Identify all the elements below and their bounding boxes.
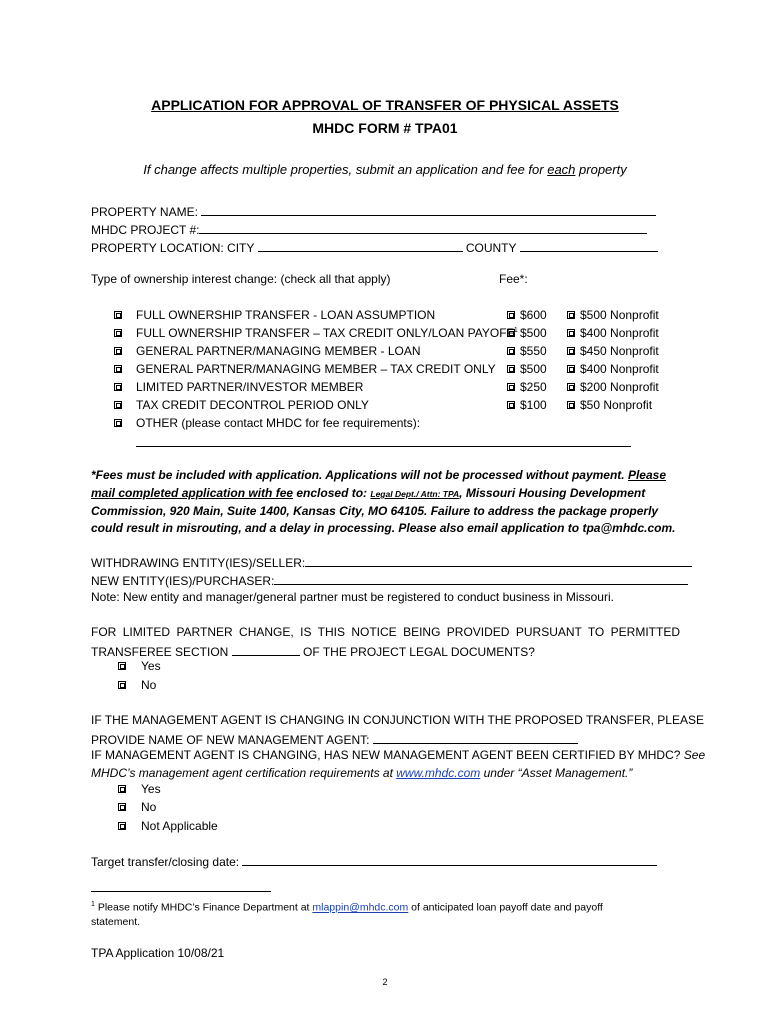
mgmt-asset-management-text: under “Asset Management.”	[480, 766, 633, 780]
mgmt-question-line1: IF THE MANAGEMENT AGENT IS CHANGING IN CONJUNCTION WITH THE PROPOSED TRANSFER, PLEASE	[91, 713, 704, 727]
checkbox-fee-200-nonprofit[interactable]	[567, 383, 575, 391]
lp-no-checkbox[interactable]	[118, 681, 126, 689]
fees-notice-line1	[91, 468, 666, 482]
fee-200-nonprofit: $200 Nonprofit	[580, 380, 659, 394]
multiple-properties-instruction	[0, 162, 770, 177]
option-label-other: OTHER (please contact MHDC for fee requirements):	[136, 416, 421, 430]
property-city-label: PROPERTY LOCATION: CITY	[91, 241, 255, 255]
purchaser-field[interactable]	[274, 572, 688, 585]
checkbox-fee-600[interactable]	[507, 311, 515, 319]
fees-notice-line4: could result in misrouting, and a delay in processing. Please also email application to tpa@mhdc.com.	[91, 521, 676, 535]
option-label-gp-loan: GENERAL PARTNER/MANAGING MEMBER - LOAN	[136, 344, 421, 358]
seller-label: WITHDRAWING ENTITY(IES)/SELLER:	[91, 556, 306, 570]
entity-note: Note: New entity and manager/general partner must be registered to conduct business in Missouri.	[91, 590, 614, 604]
fees-notice-please: Please	[627, 468, 667, 482]
fees-notice-legal-dept: Legal Dept./ Attn: TPA	[370, 489, 460, 499]
checkbox-fee-500-gp[interactable]	[507, 365, 515, 373]
project-number-label: MHDC PROJECT #:	[91, 223, 200, 237]
mgmt-no-label: No	[141, 800, 157, 814]
fees-notice-mail: mail completed application with fee	[91, 486, 294, 500]
checkbox-fee-400-nonprofit[interactable]	[567, 329, 575, 337]
checkbox-fee-400-nonprofit-gp[interactable]	[567, 365, 575, 373]
purchaser-label: NEW ENTITY(IES)/PURCHASER:	[91, 574, 275, 588]
closing-date-label: Target transfer/closing date:	[91, 855, 240, 869]
lp-yes-checkbox[interactable]	[118, 662, 126, 670]
property-name-row	[91, 203, 656, 219]
property-county-field[interactable]	[520, 239, 658, 252]
footnote-line2: statement.	[91, 916, 141, 928]
checkbox-decontrol[interactable]	[114, 401, 122, 409]
seller-row	[91, 554, 692, 570]
fee-400-nonprofit-gp: $400 Nonprofit	[580, 362, 659, 376]
mgmt-no-checkbox[interactable]	[118, 803, 126, 811]
checkbox-full-transfer-loan[interactable]	[114, 311, 122, 319]
option-label-full-transfer-tax-credit	[136, 326, 518, 340]
option-label-gp-tax-credit: GENERAL PARTNER/MANAGING MEMBER – TAX CREDIT ONLY	[136, 362, 496, 376]
footnote-line1	[91, 901, 603, 914]
lp-transferee-label: TRANSFEREE SECTION	[91, 645, 229, 659]
option-label-decontrol: TAX CREDIT DECONTROL PERIOD ONLY	[136, 398, 369, 412]
property-county-label: COUNTY	[465, 241, 517, 255]
form-title: APPLICATION FOR APPROVAL OF TRANSFER OF PHYSICAL ASSETS	[151, 97, 619, 113]
page-number: 2	[382, 977, 388, 987]
mgmt-new-agent-label: PROVIDE NAME OF NEW MANAGEMENT AGENT:	[91, 733, 370, 747]
fee-500-gp: $500	[520, 362, 547, 376]
closing-date-row	[91, 853, 657, 869]
purchaser-row	[91, 572, 688, 588]
other-field-row	[136, 434, 631, 450]
other-field[interactable]	[136, 434, 631, 447]
fee-500-nonprofit: $500 Nonprofit	[580, 308, 659, 322]
option-label-full-transfer-loan: FULL OWNERSHIP TRANSFER - LOAN ASSUMPTION	[136, 308, 436, 322]
fee-400-nonprofit: $400 Nonprofit	[580, 326, 659, 340]
footnote-marker: 1	[513, 327, 518, 334]
project-number-row	[91, 221, 647, 237]
lp-yes-label: Yes	[141, 659, 161, 673]
mgmt-na-label: Not Applicable	[141, 819, 218, 833]
project-number-field[interactable]	[199, 221, 647, 234]
fee-250: $250	[520, 380, 547, 394]
property-city-field[interactable]	[258, 239, 463, 252]
checkbox-other[interactable]	[114, 419, 122, 427]
instruction-each: each	[547, 162, 576, 177]
fee-heading: Fee*:	[499, 272, 528, 286]
fees-notice-text: *Fees must be included with application. Applications will not be processed without payment.	[91, 468, 628, 482]
mgmt-new-agent-field[interactable]	[373, 731, 578, 744]
fee-450-nonprofit: $450 Nonprofit	[580, 344, 659, 358]
option-label-text: FULL OWNERSHIP TRANSFER – TAX CREDIT ONLY/LOAN PAYOFF	[136, 326, 514, 340]
mgmt-certified-question: IF MANAGEMENT AGENT IS CHANGING, HAS NEW MANAGEMENT AGENT BEEN CERTIFIED BY MHDC?	[91, 748, 684, 762]
form-version: TPA Application 10/08/21	[91, 946, 225, 960]
lp-question-line1: FOR LIMITED PARTNER CHANGE, IS THIS NOTICE BEING PROVIDED PURSUANT TO PERMITTED	[91, 625, 680, 639]
closing-date-field[interactable]	[242, 853, 657, 866]
mgmt-requirements-text: MHDC’s management agent certification requirements at	[91, 766, 397, 780]
mgmt-question-line3	[91, 748, 705, 762]
lp-no-label: No	[141, 678, 157, 692]
checkbox-gp-loan[interactable]	[114, 347, 122, 355]
checkbox-limited-partner[interactable]	[114, 383, 122, 391]
checkbox-gp-tax-credit[interactable]	[114, 365, 122, 373]
checkbox-fee-450-nonprofit[interactable]	[567, 347, 575, 355]
lp-question-line2	[91, 643, 535, 659]
footnote-number: 1	[91, 901, 95, 908]
mgmt-question-line4	[91, 766, 632, 780]
seller-field[interactable]	[305, 554, 692, 567]
mgmt-see-text: See	[683, 748, 706, 762]
footnote-separator	[91, 891, 271, 892]
option-label-limited-partner: LIMITED PARTNER/INVESTOR MEMBER	[136, 380, 364, 394]
footnote-text-end: of anticipated loan payoff date and payoff	[408, 901, 603, 914]
fee-550: $550	[520, 344, 547, 358]
checkbox-fee-500-nonprofit[interactable]	[567, 311, 575, 319]
property-location-row	[91, 239, 658, 255]
fee-600: $600	[520, 308, 547, 322]
fee-50-nonprofit: $50 Nonprofit	[580, 398, 653, 412]
ownership-heading: Type of ownership interest change: (check all that apply)	[91, 272, 391, 286]
mgmt-yes-checkbox[interactable]	[118, 785, 126, 793]
mgmt-na-checkbox[interactable]	[118, 822, 126, 830]
fees-notice-commission: , Missouri Housing Development	[459, 486, 646, 500]
mgmt-question-line2	[91, 731, 578, 747]
lp-transferee-section-field[interactable]	[232, 643, 300, 656]
checkbox-fee-50-nonprofit[interactable]	[567, 401, 575, 409]
footnote-text: Please notify MHDC’s Finance Department at	[94, 901, 313, 914]
lp-legal-docs-label: OF THE PROJECT LEGAL DOCUMENTS?	[303, 645, 535, 659]
fees-notice-line3: Commission, 920 Main, Suite 1400, Kansas City, MO 64105. Failure to address the package properly	[91, 504, 659, 518]
finance-email-link[interactable]: mlappin@mhdc.com	[312, 901, 409, 914]
fees-notice-enclosed: enclosed to:	[293, 486, 371, 500]
checkbox-fee-500[interactable]	[507, 329, 515, 337]
instruction-text-end: property	[575, 162, 627, 177]
fees-notice-line2	[91, 486, 645, 500]
fee-500: $500	[520, 326, 547, 340]
mhdc-website-link[interactable]: www.mhdc.com	[396, 766, 481, 780]
property-name-field[interactable]	[201, 203, 656, 216]
instruction-text: If change affects multiple properties, submit an application and fee for	[143, 162, 548, 177]
checkbox-fee-550[interactable]	[507, 347, 515, 355]
fee-100: $100	[520, 398, 547, 412]
property-name-label: PROPERTY NAME:	[91, 205, 198, 219]
checkbox-fee-250[interactable]	[507, 383, 515, 391]
checkbox-fee-100[interactable]	[507, 401, 515, 409]
checkbox-full-transfer-tax-credit[interactable]	[114, 329, 122, 337]
mgmt-yes-label: Yes	[141, 782, 161, 796]
form-number: MHDC FORM # TPA01	[312, 120, 458, 136]
